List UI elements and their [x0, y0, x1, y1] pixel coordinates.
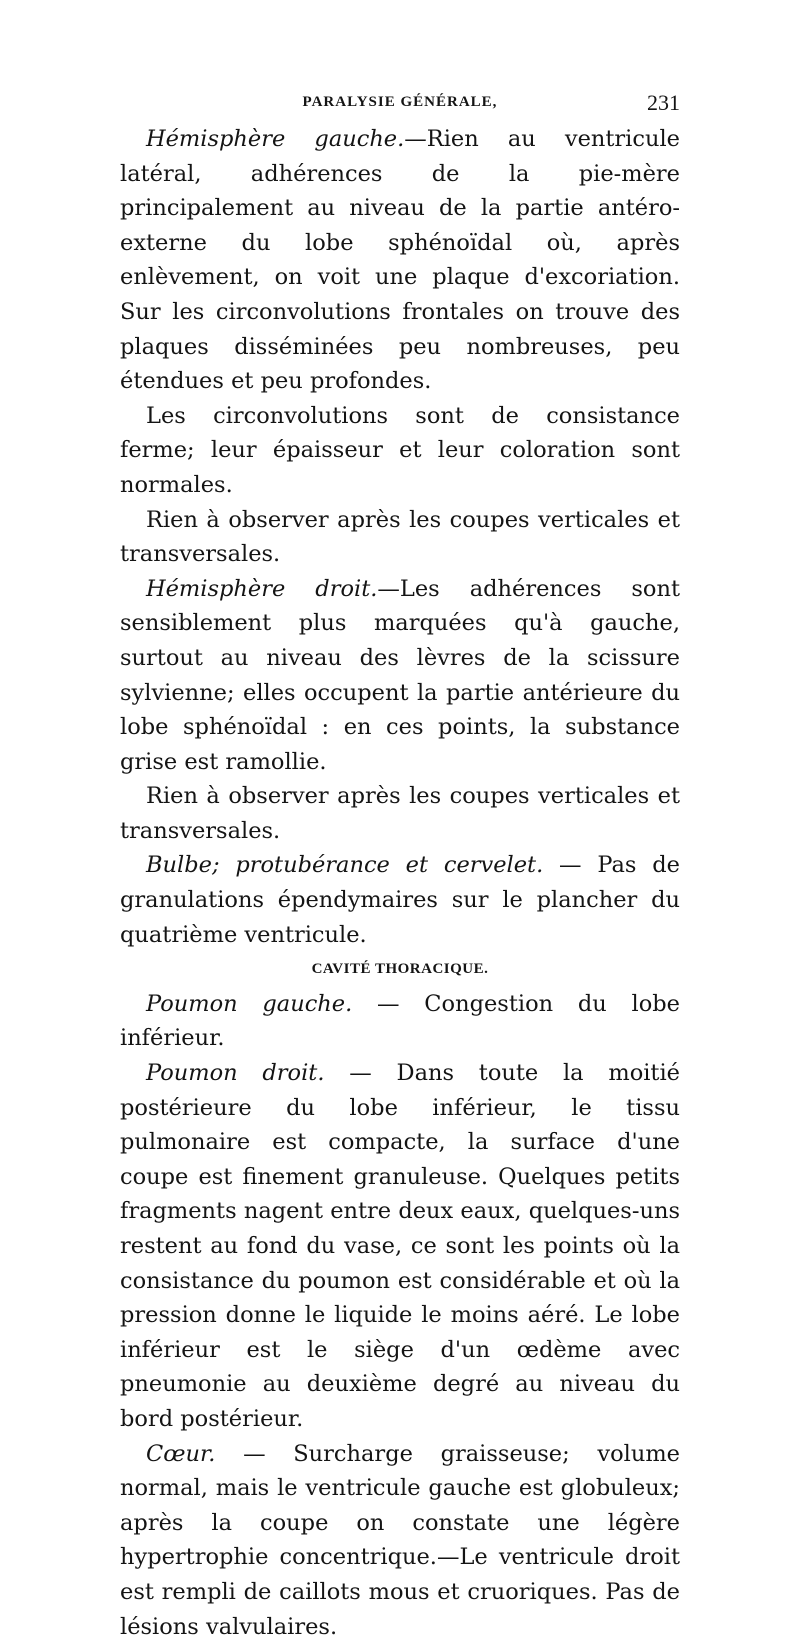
paragraph-body: — Dans toute la moitié postérieure du lobe inférieur, le tissu pulmonaire est compacte, la surface d'une coupe est finement granuleuse. Quelques petits fragments nagent entre deux eaux, quelques-uns restent au fond du vase, ce sont les points où la consistance du poumon est considérable et où la pression donne le liquide le moins aéré. Le lobe inférieur est le siège d'un œdème avec pneumonie au deuxième degré au niveau du bord postérieur.: [120, 1060, 680, 1432]
paragraph-hemisphere-gauche: [120, 122, 680, 399]
paragraph-body: — Congestion du lobe inférieur.: [120, 990, 680, 1052]
paragraph-body: —Les adhérences sont sensiblement plus marquées qu'à gauche, surtout au niveau des lèvres de la scissure sylvienne; elles occupent la partie antérieure du lobe sphénoïdal : en ces points, la substance grise est ramollie.: [120, 575, 680, 775]
section-heading: CAVITÉ THORACIQUE.: [311, 961, 489, 978]
paragraph-label: Bulbe; protubérance et cervelet.: [146, 852, 544, 879]
paragraph-poumon-droit: [120, 1056, 680, 1437]
paragraph-bulbe: [120, 848, 680, 952]
running-header: [120, 88, 680, 118]
body-text: [120, 122, 680, 1644]
paragraph-body: —Rien au ventricule latéral, adhérences de la pie-mère principalement au niveau de la partie antéro-externe du lobe sphénoïdal où, après enlèvement, on voit une plaque d'excoriation. Sur les circonvolutions frontales on trouve des plaques disséminées peu nombreuses, peu étendues et peu profondes.: [120, 126, 680, 395]
paragraph-hemisphere-droit: [120, 572, 680, 780]
paragraph-label: Hémisphère gauche.: [146, 126, 405, 152]
paragraph-body: Rien à observer après les coupes verticales et transversales.: [120, 783, 680, 844]
paragraph-label: Poumon droit.: [146, 1060, 325, 1087]
running-title: PARALYSIE GÉNÉRALE,: [302, 94, 498, 110]
paragraph-coupes-droit: [120, 779, 680, 848]
paragraph-body: Les circonvolutions sont de consistance ferme; leur épaisseur et leur coloration sont normales.: [120, 402, 680, 498]
paragraph-coupes-gauche: [120, 503, 680, 572]
paragraph-label: Hémisphère droit.: [146, 575, 378, 602]
paragraph-coeur: [120, 1437, 680, 1644]
paragraph-body: Rien à observer après les coupes verticales et transversales.: [120, 506, 680, 568]
page-number: 231: [647, 90, 680, 115]
paragraph-circonvolutions: [120, 399, 680, 503]
paragraph-poumon-gauche: [120, 987, 680, 1056]
paragraph-label: Poumon gauche.: [146, 990, 353, 1017]
paragraph-body: — Pas de granulations épendymaires sur le plancher du quatrième ventricule.: [120, 852, 680, 948]
paragraph-label: Cœur.: [146, 1440, 216, 1467]
paragraph-body: — Surcharge graisseuse; volume normal, mais le ventricule gauche est globuleux; après la coupe on constate une légère hypertrophie concentrique.—Le ventricule droit est rempli de caillots mous et cruoriques. Pas de lésions valvulaires.: [120, 1440, 680, 1640]
